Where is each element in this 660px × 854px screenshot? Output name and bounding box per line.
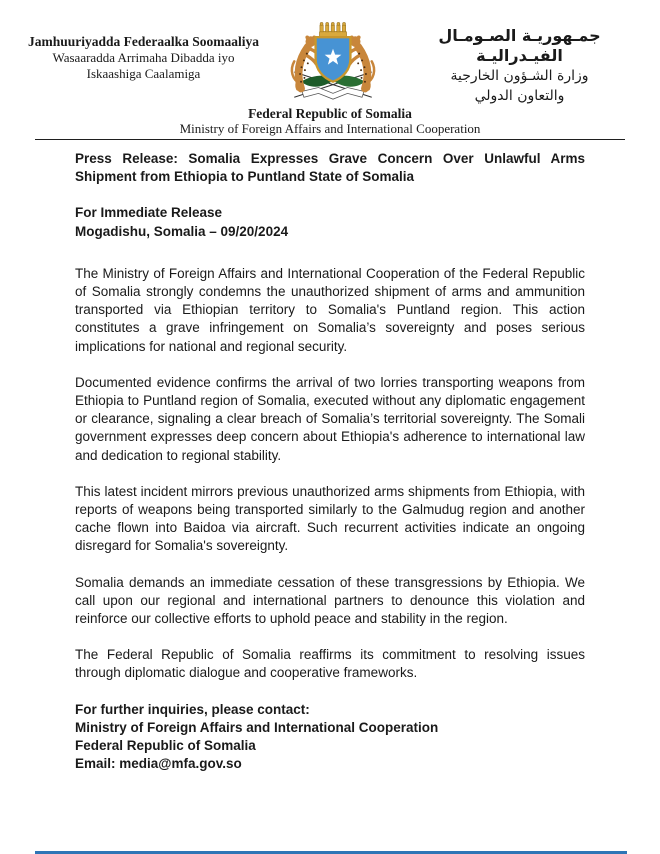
contact-country-line: Federal Republic of Somalia (75, 738, 256, 754)
somali-ministry-line1: Wasaaradda Arrimaha Dibadda iyo (52, 50, 235, 65)
document-body (0, 140, 660, 773)
ribbon-icon (302, 88, 364, 100)
somalia-coat-of-arms-icon (271, 12, 395, 104)
body-paragraph: Documented evidence confirms the arrival of two lorries transporting weapons from Ethiopia to Puntland region of Somalia, executed without any diplomatic engagement or clearance, signaling a clear breach of Somalia’s territorial sovereignty. The Somali government expresses deep concern about Ethiopia's adherence to international law and dedication to regional stability. (75, 374, 585, 463)
contact-intro-line: For further inquiries, please contact: (75, 701, 310, 717)
letterhead (0, 0, 660, 106)
somali-title-line: Jamhuuriyadda Federaalka Soomaaliya (27, 34, 259, 49)
arabic-ministry-line1: وزارة الشـؤون الخارجية (450, 68, 589, 84)
contact-block (75, 701, 585, 774)
arabic-ministry-line2: والتعاون الدولي (474, 88, 565, 104)
contact-ministry-line: Ministry of Foreign Affairs and International Cooperation (75, 719, 439, 735)
org-ministry-name: Ministry of Foreign Affairs and International Cooperation (179, 121, 481, 136)
crown-icon (319, 22, 346, 36)
letterhead-somali-block (16, 34, 271, 82)
body-paragraph: This latest incident mirrors previous unauthorized arms shipments from Ethiopia, with reports of weapons being transported similarly to the Galmudug region and another cache flown into Baidoa via aircraft. Such recurrent activities indicate an ongoing disregard for Somalia's sovereignty. (75, 483, 585, 554)
release-info-block (75, 204, 585, 240)
letterhead-arabic-block (395, 26, 644, 106)
body-paragraph: The Ministry of Foreign Affairs and International Cooperation of the Federal Republic of Somalia strongly condemns the unauthorized shipment of arms and ammunition transported via Ethiopian territory to Somalia's Puntland region. This action constitutes a grave infringement on Somalia’s sovereignty and poses serious implications for national and regional security. (75, 265, 585, 354)
dateline: Mogadishu, Somalia – 09/20/2024 (75, 223, 289, 239)
press-release-title: Press Release: Somalia Expresses Grave Concern Over Unlawful Arms Shipment from Ethiopia to Puntland State of Somalia (75, 151, 585, 185)
contact-email-line: Email: media@mfa.gov.so (75, 756, 242, 772)
org-english-block (0, 106, 660, 136)
arabic-title-line: جمـهوريـة الصـومـال الفيـدراليـة (438, 26, 601, 65)
org-country-name: Federal Republic of Somalia (248, 106, 412, 121)
release-label: For Immediate Release (75, 205, 223, 221)
body-paragraph: Somalia demands an immediate cessation of these transgressions by Ethiopia. We call upon our regional and international partners to denounce this violation and reinforce our collective efforts to uphold peace and stability in the region. (75, 574, 585, 627)
somali-ministry-line2: Iskaashiga Caalamiga (86, 66, 201, 81)
shield-icon (316, 37, 351, 82)
body-paragraph: The Federal Republic of Somalia reaffirms its commitment to resolving issues through diplomatic dialogue and cooperative frameworks. (75, 647, 585, 681)
